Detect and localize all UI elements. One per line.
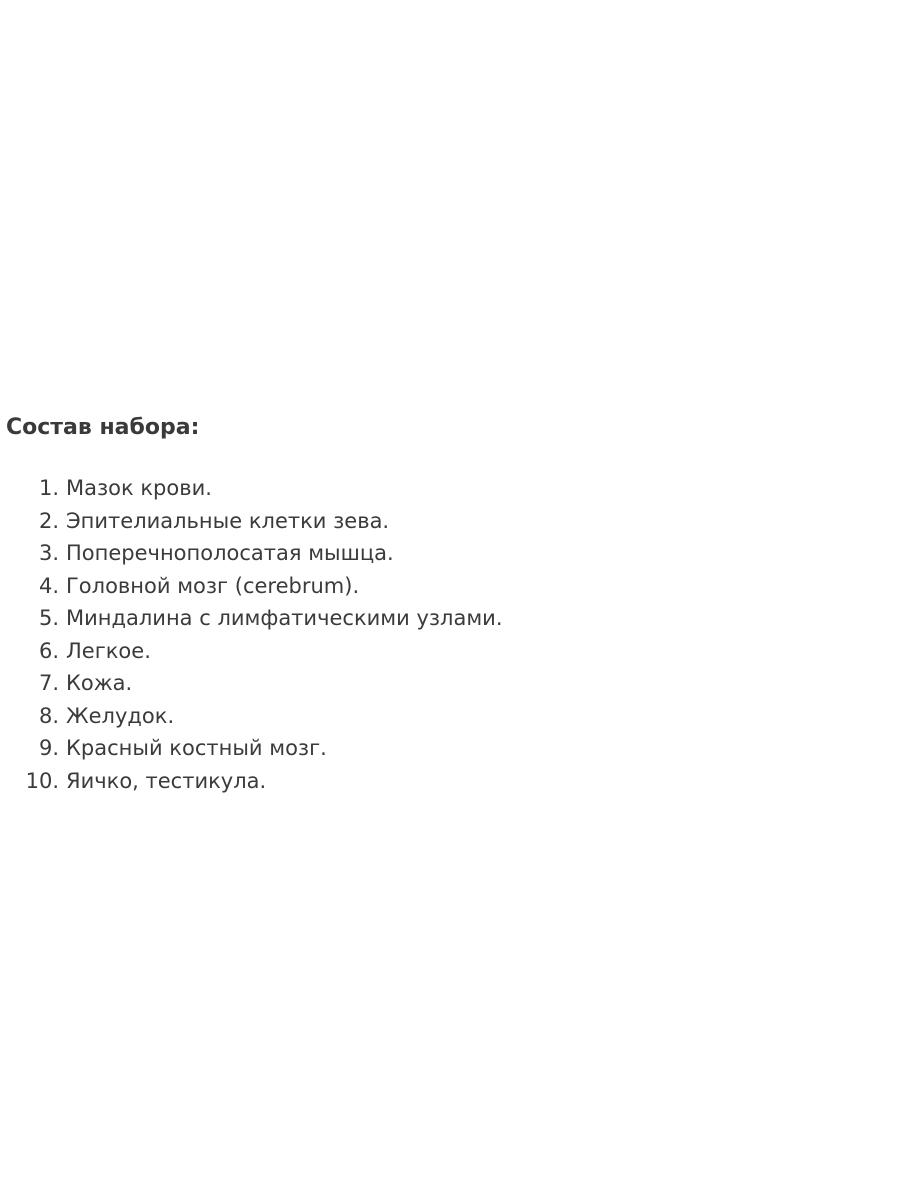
list-item xyxy=(6,505,886,538)
list-item xyxy=(6,765,886,798)
list-item xyxy=(6,667,886,700)
list-item-number: 2. xyxy=(38,508,59,533)
list-item-text: Миндалина с лимфатическими узлами. xyxy=(66,606,503,630)
section-heading: Состав набора: xyxy=(6,415,200,440)
list-item-number: 4. xyxy=(38,573,59,598)
list-item-text: Поперечнополосатая мышца. xyxy=(66,541,394,565)
list-item xyxy=(6,537,886,570)
list-item xyxy=(6,472,886,505)
list-item-text: Красный костный мозг. xyxy=(66,736,327,760)
list-item-number: 6. xyxy=(38,638,59,663)
list-item-number: 7. xyxy=(38,671,59,695)
list-item xyxy=(6,635,886,668)
list-item-number: 9. xyxy=(38,736,59,760)
list-item-number: 8. xyxy=(38,703,59,728)
list-item-number: 5. xyxy=(38,606,59,630)
list-item-number: 1. xyxy=(38,476,59,500)
kit-contents-list xyxy=(6,472,886,797)
list-item-text: Желудок. xyxy=(66,703,175,728)
list-item-number: 3. xyxy=(38,541,59,565)
list-item xyxy=(6,602,886,635)
list-item-number: 10. xyxy=(25,768,59,793)
list-item xyxy=(6,732,886,765)
list-item xyxy=(6,570,886,603)
document-content xyxy=(6,412,886,797)
list-item-text: Легкое. xyxy=(66,638,151,663)
list-item-text: Яичко, тестикула. xyxy=(66,768,267,793)
list-item-text: Мазок крови. xyxy=(66,476,212,500)
list-item-text: Кожа. xyxy=(66,671,133,695)
list-item-text: Головной мозг (cerebrum). xyxy=(66,573,360,598)
list-item-text: Эпителиальные клетки зева. xyxy=(66,508,390,533)
list-item xyxy=(6,700,886,733)
